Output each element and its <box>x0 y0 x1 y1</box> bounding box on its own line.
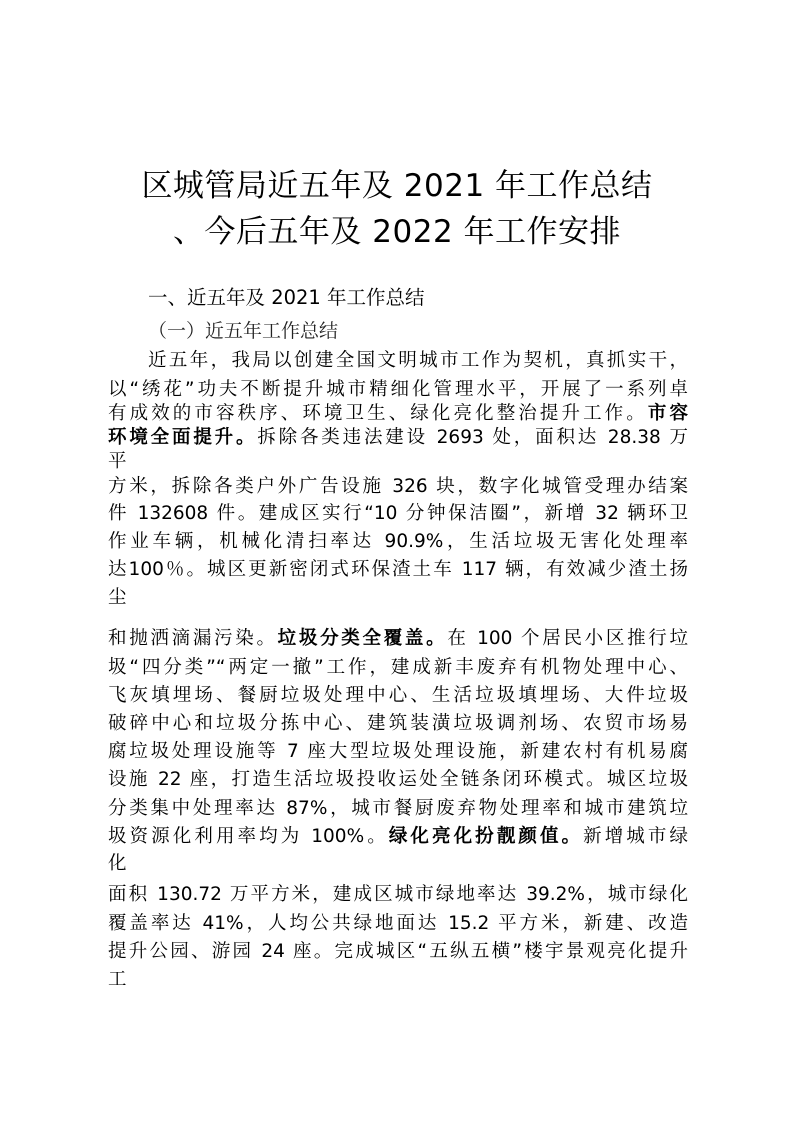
document-title-line1: 区城管局近五年及 2021 年工作总结 <box>141 168 653 204</box>
text-run: 工 <box>108 969 127 990</box>
text-run: 作业车辆，机械化清扫率达 90.9%，生活垃圾无害化处理率 <box>108 531 688 552</box>
body-line <box>108 377 688 403</box>
body-line <box>108 711 688 737</box>
body-line <box>108 824 688 850</box>
text-run: 飞灰填埋场、餐厨垃圾处理中心、生活垃圾填埋场、大件垃圾 <box>108 685 688 706</box>
body-line <box>148 348 688 374</box>
body-line <box>108 767 688 793</box>
text-run: 化 <box>108 853 127 874</box>
text-run: 和抛洒滴漏污染。 <box>108 628 278 649</box>
body-line <box>108 425 688 451</box>
body-line <box>108 626 688 652</box>
body-line <box>108 882 688 908</box>
text-run: 圾资源化利用率均为 100%。 <box>108 826 389 847</box>
bold-run: 垃圾分类全覆盖。 <box>277 628 448 649</box>
text-run: 平 <box>108 451 127 472</box>
body-line <box>108 655 688 681</box>
bold-run: 环境全面提升。 <box>108 427 258 448</box>
document-title-line2: 、今后五年及 2022 年工作安排 <box>172 214 622 250</box>
text-run: 拆除各类违法建设 2693 处，面积达 28.38 万 <box>257 427 688 448</box>
text-run: 腐垃圾处理设施等 7 座大型垃圾处理设施，新建农村有机易腐 <box>108 741 688 762</box>
text-run: 破碎中心和垃圾分拣中心、建筑装潢垃圾调剂场、农贸市场易 <box>108 713 688 734</box>
body-line <box>108 939 688 965</box>
text-run: 面积 130.72 万平方米，建成区城市绿地率达 39.2%，城市绿化 <box>108 884 688 905</box>
bold-run: 市容 <box>647 403 688 424</box>
text-run: 分类集中处理率达 87%，城市餐厨废弃物处理率和城市建筑垃 <box>108 798 688 819</box>
body-line <box>108 449 688 475</box>
text-run: 尘 <box>108 587 127 608</box>
text-run: 圾“四分类”“两定一撤”工作，建成新丰废弃有机物处理中心、 <box>108 657 688 678</box>
body-line <box>108 585 688 611</box>
subsection-heading: （一）近五年工作总结 <box>148 320 339 342</box>
body-line <box>108 474 688 500</box>
body-line <box>108 739 688 765</box>
text-run: 设施 22 座，打造生活垃圾投收运处全链条闭环模式。城区垃圾 <box>108 769 688 790</box>
body-line <box>108 851 688 877</box>
text-run: 以“绣花”功夫不断提升城市精细化管理水平，开展了一系列卓 <box>108 379 688 400</box>
text-run: 新增城市绿 <box>583 826 688 847</box>
text-run: 提升公园、游园 24 座。完成城区“五纵五横”楼宇景观亮化提升 <box>108 941 688 962</box>
body-line <box>108 557 688 583</box>
body-line <box>108 529 688 555</box>
text-run: 有成效的市容秩序、环境卫生、绿化亮化整治提升工作。 <box>108 403 648 424</box>
bold-run: 绿化亮化扮靓颜值。 <box>388 826 584 847</box>
text-run: 近五年，我局以创建全国文明城市工作为契机，真抓实干， <box>148 350 688 371</box>
text-run: 件 132608 件。建成区实行“10 分钟保洁圈”，新增 32 辆环卫 <box>108 503 688 524</box>
text-run: 达100％。城区更新密闭式环保渣土车 117 辆，有效减少渣土扬 <box>108 559 688 580</box>
text-run: 在 100 个居民小区推行垃 <box>447 628 688 649</box>
body-line <box>108 796 688 822</box>
section-heading: 一、近五年及 2021 年工作总结 <box>148 286 425 309</box>
body-line <box>108 683 688 709</box>
body-line <box>108 911 688 937</box>
body-line <box>108 401 688 427</box>
text-run: 方米，拆除各类户外广告设施 326 块，数字化城管受理办结案 <box>108 476 688 497</box>
body-line <box>108 967 688 993</box>
body-line <box>108 501 688 527</box>
text-run: 覆盖率达 41%，人均公共绿地面达 15.2 平方米，新建、改造 <box>108 913 688 934</box>
